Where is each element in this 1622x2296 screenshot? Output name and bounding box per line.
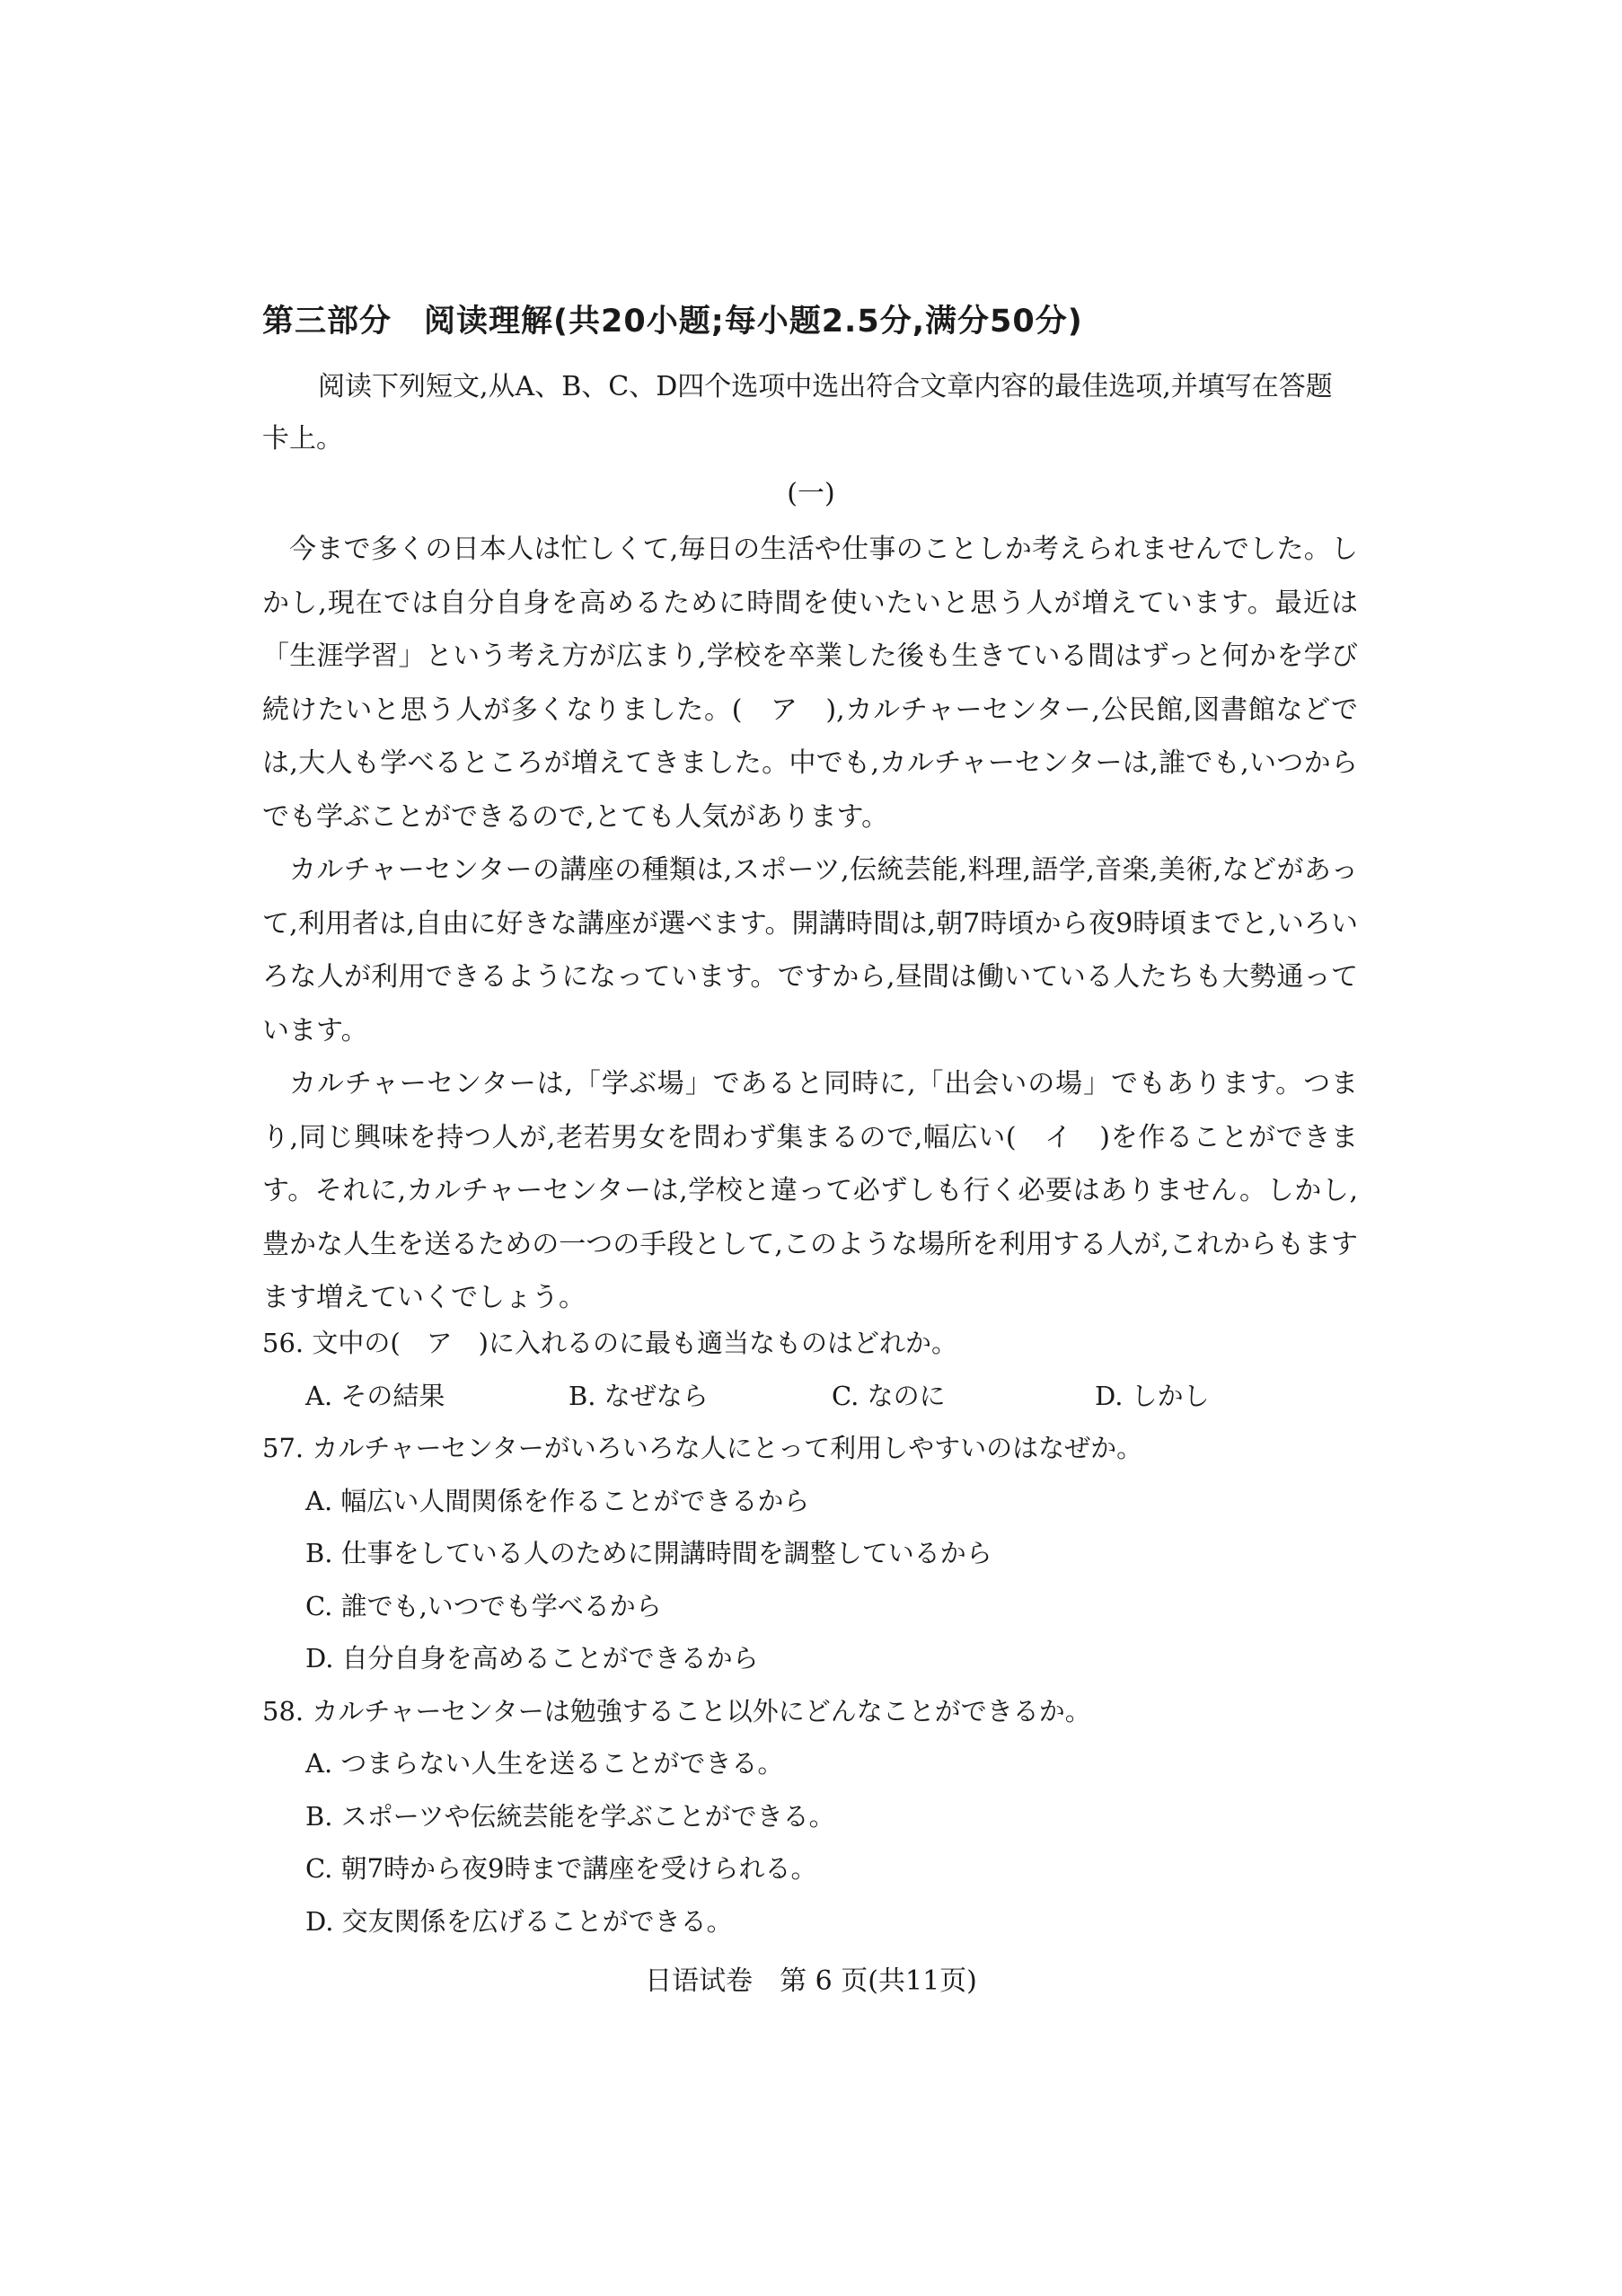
question-list (262, 1317, 1358, 1947)
question-56-stem: 56. 文中の( ア )に入れるのに最も適当なものはどれか。 (262, 1328, 957, 1358)
instructions: 阅读下列短文,从A、B、C、D四个选项中选出符合文章内容的最佳选项,并填写在答题卡上。 (262, 371, 1333, 455)
reading-passage (262, 523, 1358, 1325)
passage-paragraph: 今まで多くの日本人は忙しくて,毎日の生活や仕事のことしか考えられませんでした。しかし,現在では自分自身を高めるために時間を使いたいと思う人が増えています。最近は「生涯学習」という考え方が広まり,学校を卒業した後も生きている間はずっと何かを学び続けたいと思う人が多くなりました。( ア ),カルチャーセンター,公民館,図書館などでは,大人も学べるところが増えてきました。中でも,カルチャーセンターは,誰でも,いつからでも学ぶことができるので,とても人気があります。 (262, 534, 1358, 833)
question-58-option-d: D. 交友関係を広げることができる。 (305, 1905, 733, 1937)
passage-paragraph: カルチャーセンターの講座の種類は,スポーツ,伝統芸能,料理,語学,音楽,美術,などがあって,利用者は,自由に好きな講座が選べます。開講時間は,朝7時頃から夜9時頃までと,いろいろな人が利用できるようになっています。ですから,昼間は働いている人たちも大勢通っています。 (262, 854, 1358, 1046)
question-56-option-b: B. なぜなら (569, 1380, 709, 1411)
question-56-options (262, 1370, 1358, 1423)
passage-paragraph: カルチャーセンターは,「学ぶ場」であると同時に,「出会いの場」でもあります。つまり,同じ興味を持つ人が,老若男女を問わず集まるので,幅広い( イ )を作ることができます。それに,カルチャーセンターは,学校と違って必ずしも行く必要はありません。しかし,豊かな人生を送るための一つの手段として,このような場所を利用する人が,これからもますます増えていくでしょう。 (262, 1068, 1358, 1313)
question-57-option-b: B. 仕事をしている人のために開講時間を調整しているから (305, 1538, 992, 1568)
question-57-option-a: A. 幅広い人間関係を作ることができるから (305, 1485, 810, 1516)
question-56-option-d: D. しかし (1095, 1380, 1210, 1411)
question-57-option-d: D. 自分自身を高めることができるから (305, 1643, 759, 1673)
question-58-option-b: B. スポーツや伝統芸能を学ぶことができる。 (305, 1800, 835, 1832)
section-header: 第三部分 阅读理解(共20小题;每小题2.5分,满分50分) (262, 304, 1083, 340)
question-57-stem: 57. カルチャーセンターがいろいろな人にとって利用しやすいのはなぜか。 (262, 1433, 1143, 1463)
page-footer: 日语试卷 第 6 页(共11页) (645, 1965, 977, 1997)
question-58-option-a: A. つまらない人生を送ることができる。 (305, 1748, 784, 1779)
question-56-option-a: A. その結果 (305, 1380, 445, 1411)
question-56-option-c: C. なのに (832, 1380, 946, 1411)
question-57-option-c: C. 誰でも,いつでも学べるから (305, 1590, 662, 1621)
question-58-stem: 58. カルチャーセンターは勉強すること以外にどんなことができるか。 (262, 1695, 1091, 1726)
question-58-option-c: C. 朝7時から夜9時まで講座を受けられる。 (305, 1853, 817, 1884)
passage-number: (一) (787, 478, 835, 509)
